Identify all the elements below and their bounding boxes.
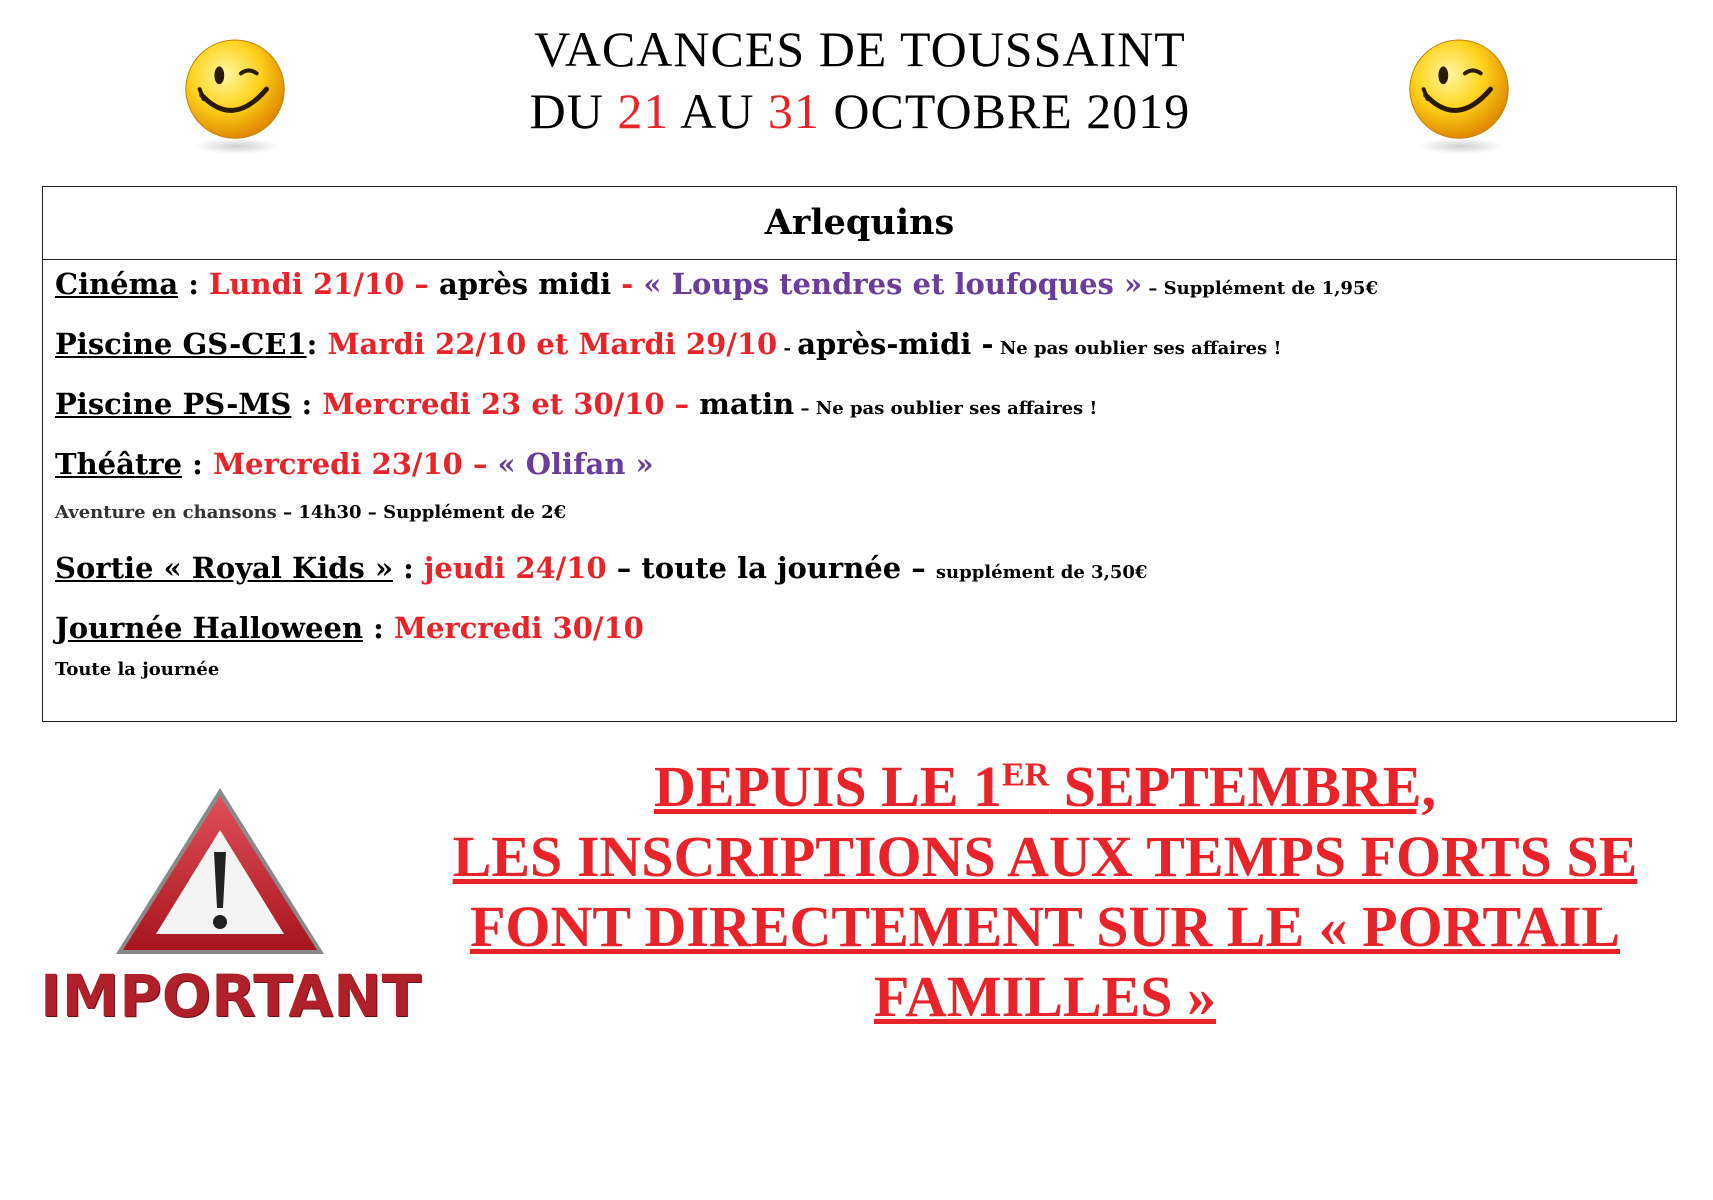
notice-line-4: FAMILLES » <box>873 964 1217 1029</box>
cinema-film: « Loups tendres et loufoques » <box>643 267 1143 301</box>
theatre-sub-b: – 14h30 – Supplément de 2€ <box>276 502 567 523</box>
winking-smiley-icon <box>178 38 296 156</box>
title-du: DU <box>529 83 618 139</box>
sortie-time: – toute la journée – <box>606 551 936 585</box>
halloween-label: Journée Halloween <box>55 611 364 645</box>
winking-smiley-icon <box>1402 38 1520 156</box>
theatre-sep: : <box>182 447 213 481</box>
row-theatre <box>55 447 654 481</box>
halloween-details: Toute la journée <box>55 659 220 680</box>
row-piscine-gs-ce1 <box>55 327 1281 361</box>
piscine2-label: Piscine PS-MS <box>55 387 292 421</box>
row-halloween <box>55 611 644 645</box>
piscine1-note: Ne pas oublier ses affaires ! <box>993 338 1282 359</box>
title-date-start: 21 <box>617 83 670 139</box>
theatre-details <box>55 502 566 523</box>
important-label: IMPORTANT <box>40 962 422 1030</box>
notice-1b: SEPTEMBRE, <box>1049 754 1437 819</box>
piscine1-sep: : <box>306 327 328 361</box>
piscine2-date: Mercredi 23 et 30/10 – <box>322 387 700 421</box>
theatre-date: Mercredi 23/10 – <box>212 447 498 481</box>
theatre-show: « Olifan » <box>497 447 654 481</box>
piscine1-date: Mardi 22/10 et Mardi 29/10 <box>327 327 778 361</box>
title-line-2 <box>400 80 1320 142</box>
halloween-date: Mercredi 30/10 <box>393 611 644 645</box>
cinema-sep: : <box>178 267 210 301</box>
sortie-note: supplément de 3,50€ <box>935 562 1148 583</box>
row-piscine-ps-ms <box>55 387 1097 421</box>
notice-1a: DEPUIS LE 1 <box>653 754 1003 819</box>
piscine1-dash: - <box>777 338 798 359</box>
activities-box <box>42 186 1677 722</box>
page-title <box>400 18 1320 142</box>
cinema-dash: - <box>611 267 644 301</box>
notice-line-1 <box>430 752 1660 822</box>
notice-1sup: ER <box>1002 756 1050 794</box>
cinema-date: Lundi 21/10 – <box>209 267 439 301</box>
row-cinema <box>55 267 1378 301</box>
piscine2-time: matin <box>699 387 795 421</box>
cinema-note: – Supplément de 1,95€ <box>1142 278 1379 299</box>
registration-notice <box>430 752 1660 1032</box>
warning-triangle-icon <box>110 782 330 962</box>
group-name: Arlequins <box>43 187 1676 260</box>
sortie-date: jeudi 24/10 <box>423 551 607 585</box>
sortie-label: Sortie « Royal Kids » <box>55 551 393 585</box>
piscine1-time: après-midi - <box>797 327 994 361</box>
piscine1-label: Piscine GS-CE1 <box>55 327 307 361</box>
theatre-sub-a: Aventure en chansons <box>55 502 277 523</box>
title-date-end: 31 <box>767 83 820 139</box>
title-line-1: VACANCES DE TOUSSAINT <box>534 21 1186 77</box>
notice-line-2: LES INSCRIPTIONS AUX TEMPS FORTS SE <box>452 824 1638 889</box>
notice-line-3: FONT DIRECTEMENT SUR LE « PORTAIL <box>469 894 1621 959</box>
piscine2-sep: : <box>291 387 323 421</box>
cinema-time: après midi <box>438 267 612 301</box>
halloween-sep: : <box>363 611 394 645</box>
cinema-label: Cinéma <box>55 267 179 301</box>
theatre-label: Théâtre <box>55 447 183 481</box>
title-au: AU <box>669 83 768 139</box>
piscine2-note: – Ne pas oublier ses affaires ! <box>794 398 1098 419</box>
row-sortie <box>55 551 1147 585</box>
sortie-sep: : <box>393 551 424 585</box>
title-month-year: OCTOBRE 2019 <box>819 83 1191 139</box>
